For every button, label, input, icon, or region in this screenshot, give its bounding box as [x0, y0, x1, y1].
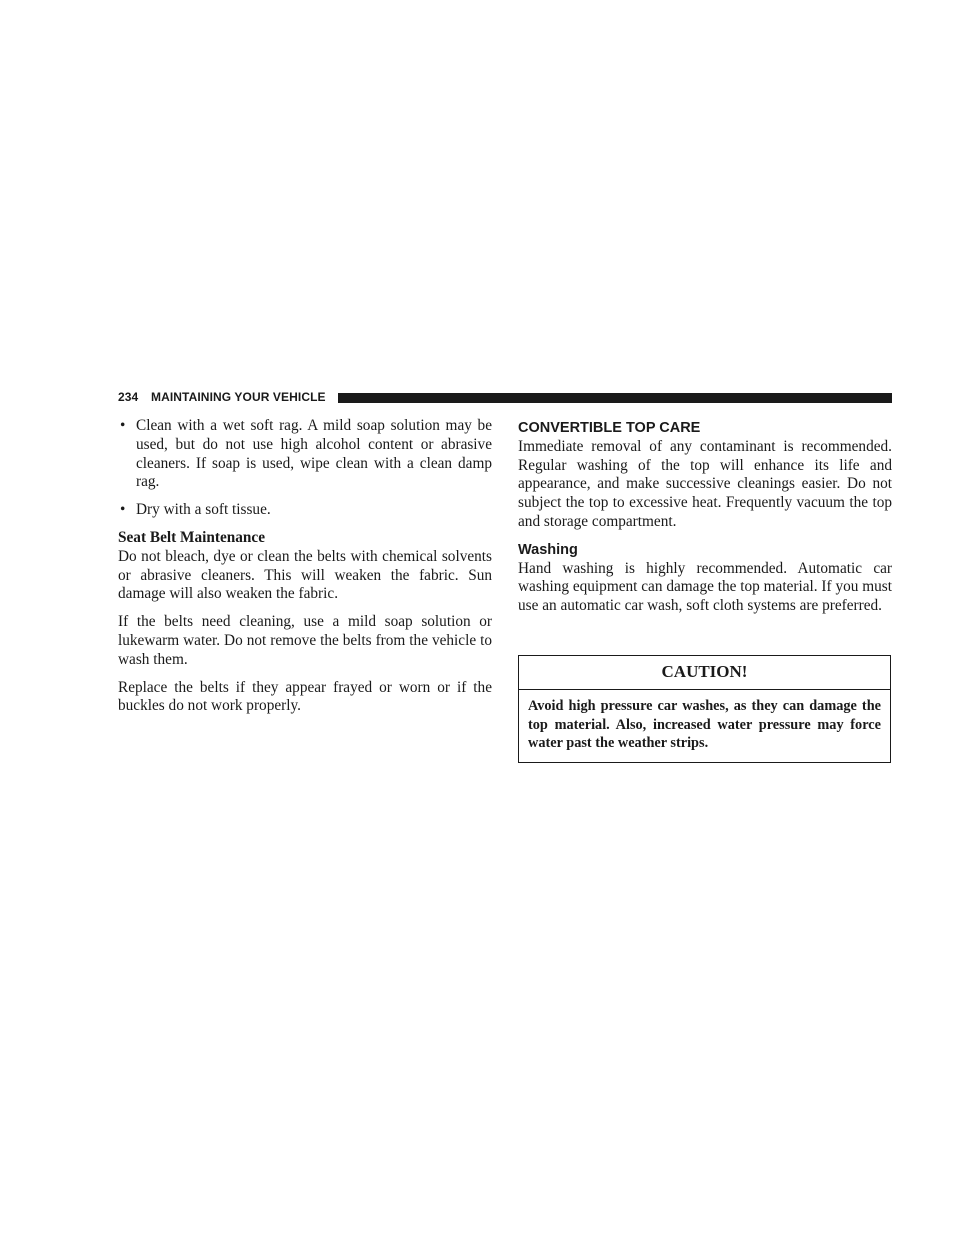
list-item [118, 417, 492, 492]
bullet-icon: • [120, 417, 126, 434]
page-header [118, 389, 892, 405]
page-number: 234 [118, 390, 139, 404]
left-column [118, 417, 492, 716]
bullet-text: Dry with a soft tissue. [136, 501, 271, 519]
seat-belt-paragraph: Replace the belts if they appear frayed or worn or if the buckles do not work properly. [118, 678, 492, 715]
seat-belt-paragraph: Do not bleach, dye or clean the belts with chemical solvents or abrasive cleaners. This will weaken the fabric. Sun damage will also weaken the fabric. [118, 547, 492, 603]
convertible-top-heading: CONVERTIBLE TOP CARE [518, 420, 701, 436]
caution-title: CAUTION! [519, 656, 890, 690]
caution-box [518, 655, 891, 763]
list-item [118, 501, 492, 520]
seat-belt-paragraph: If the belts need cleaning, use a mild soap solution or lukewarm water. Do not remove the belts from the vehicle to wash them. [118, 613, 492, 668]
bullet-icon: • [120, 501, 126, 519]
washing-heading: Washing [518, 541, 578, 558]
section-title: MAINTAINING YOUR VEHICLE [151, 390, 326, 404]
header-rule [338, 393, 892, 403]
caution-text: Avoid high pressure car washes, as they can damage the top material. Also, increased water pressure may force water past the weather strips. [528, 698, 881, 752]
washing-paragraph: Hand washing is highly recommended. Automatic car washing equipment can damage the top material. If you must use an automatic car wash, soft cloth systems are preferred. [518, 559, 892, 615]
right-column [518, 417, 892, 616]
convertible-top-paragraph: Immediate removal of any contaminant is recommended. Regular washing of the top will enhance its life and appearance, and make successive cleanings easier. Do not subject the top to excessive heat. Frequently vacuum the top and storage compartment. [518, 437, 892, 530]
seat-belt-heading: Seat Belt Maintenance [118, 528, 265, 546]
bullet-text: Clean with a wet soft rag. A mild soap solution may be used, but do not use high alcohol content or abrasive cleaners. If soap is used, wipe clean with a clean damp rag. [136, 417, 492, 491]
